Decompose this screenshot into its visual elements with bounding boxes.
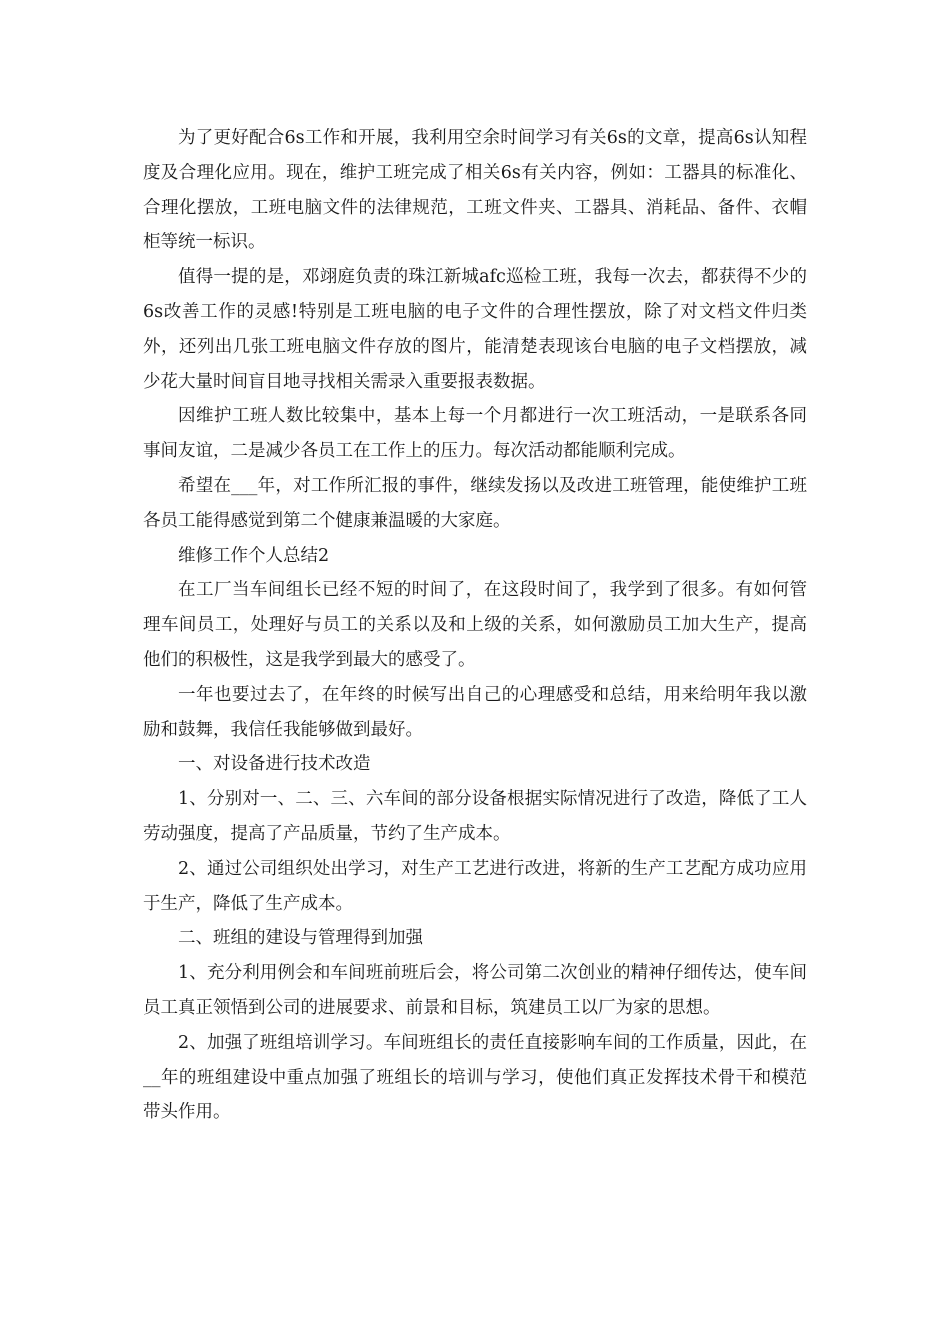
paragraph-afc-team: 值得一提的是，邓翊庭负责的珠江新城afc巡检工班，我每一次去，都获得不少的6s改善工作的灵感!特别是工班电脑的电子文件的合理性摆放，除了对文档文件归类外，还列出几张工班电脑文件存放的图片，能清楚表现该台电脑的电子文档摆放，减少花大量时间盲目地寻找相关需录入重要报表数据。 — [143, 267, 807, 392]
section-title-summary-2: 维修工作个人总结2 — [178, 545, 330, 566]
document-body — [143, 121, 807, 1130]
list-item-training: 2、加强了班组培训学习。车间班组长的责任直接影响车间的工作质量，因此，在__年的班组建设中重点加强了班组长的培训与学习，使他们真正发挥技术骨干和模范带头作用。 — [143, 1032, 807, 1123]
paragraph-year-end: 一年也要过去了，在年终的时候写出自己的心理感受和总结，用来给明年我以激励和鼓舞，我信任我能够做到最好。 — [143, 684, 807, 740]
paragraph-6s-study: 为了更好配合6s工作和开展，我利用空余时间学习有关6s的文章，提高6s认知程度及合理化应用。现在，维护工班完成了相关6s有关内容，例如：工器具的标准化、合理化摆放，工班电脑文件的法律规范，工班文件夹、工器具、消耗品、备件、衣帽柜等统一标识。 — [143, 128, 807, 253]
paragraph-team-activity: 因维护工班人数比较集中，基本上每一个月都进行一次工班活动，一是联系各同事间友谊，二是减少各员工在工作上的压力。每次活动都能顺利完成。 — [143, 406, 807, 462]
list-item-equipment-upgrade: 1、分别对一、二、三、六车间的部分设备根据实际情况进行了改造，降低了工人劳动强度，提高了产品质量，节约了生产成本。 — [143, 789, 807, 844]
paragraph-workshop-leader: 在工厂当车间组长已经不短的时间了，在这段时间了，我学到了很多。有如何管理车间员工，处理好与员工的关系以及和上级的关系，如何激励员工加大生产，提高他们的积极性，这是我学到最大的感受了。 — [143, 580, 807, 670]
heading-tech-upgrade: 一、对设备进行技术改造 — [178, 754, 371, 775]
list-item-process-improvement: 2、通过公司组织处出学习，对生产工艺进行改进，将新的生产工艺配方成功应用于生产，降低了生产成本。 — [143, 858, 807, 914]
heading-team-building: 二、班组的建设与管理得到加强 — [178, 928, 423, 949]
paragraph-hope: 希望在___年，对工作所汇报的事件，继续发扬以及改进工班管理，能使维护工班各员工能得感觉到第二个健康兼温暖的大家庭。 — [143, 475, 807, 531]
list-item-meetings: 1、充分利用例会和车间班前班后会，将公司第二次创业的精神仔细传达，使车间员工真正领悟到公司的进展要求、前景和目标，筑建员工以厂为家的思想。 — [143, 963, 807, 1018]
